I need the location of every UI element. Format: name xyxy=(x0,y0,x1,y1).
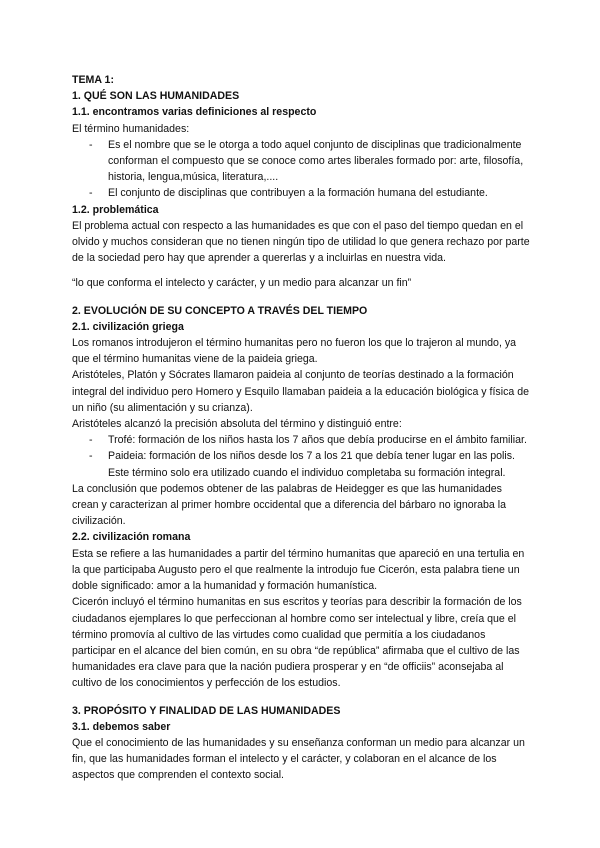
section-3-heading: 3. PROPÓSITO Y FINALIDAD DE LAS HUMANIDADES xyxy=(72,704,341,717)
list-item: - Paideia: formación de los niños desde los 7 a los 21 que debía tener lugar en las polis. Este término solo era utilizado cuando el individuo completaba su formación integral. xyxy=(72,448,530,480)
subsection-2-2-paragraph-2: Cicerón incluyó el término humanitas en sus escritos y teorías para describir la formación de los ciudadanos ejemplares lo que perfeccionan al hombre como ser intelectual y libre, creía que el término promovía al cultivo de las virtudes como cualidad que permitía a los ciudadanos participar en el alcance del bien común, en su obra “de república” afirmaba que el cultivo de las humanidades era clave para que la nación pudiera prosperar y en “de officiis” aconsejaba al cultivo de los conocimientos y perfección de los estudios. xyxy=(72,596,522,690)
subsection-1-2-paragraph: El problema actual con respecto a las humanidades es que con el paso del tiempo quedan en el olvido y muchos consideran que no tienen ningún tipo de utilidad lo que genera rechazo por parte de la sociedad pero hay que aprender a quererlas y a incluirlas en nuestra vida. xyxy=(72,219,530,265)
topic-title: TEMA 1: xyxy=(72,74,114,86)
distinctions-list xyxy=(72,432,530,481)
subsection-2-1-heading: 2.1. civilización griega xyxy=(72,320,184,333)
subsection-2-1-paragraph-4: La conclusión que podemos obtener de las palabras de Heidegger es que las humanidades crean y caracterizan al primer hombre occidental que a diferencia del bárbaro no ignoraba la civilización. xyxy=(72,482,507,528)
section-2-heading: 2. EVOLUCIÓN DE SU CONCEPTO A TRAVÉS DEL TIEMPO xyxy=(72,304,368,317)
subsection-1-2-heading: 1.2. problemática xyxy=(72,203,159,216)
subsection-3-1-paragraph: Que el conocimiento de las humanidades y su enseñanza conforman un medio para alcanzar un fin, que las humanidades forman el intelecto y el carácter, y colaboran en el alcance de los aspectos que comprenden el contexto social. xyxy=(72,736,525,782)
subsection-2-1-paragraph-2: Aristóteles, Platón y Sócrates llamaron paideia al conjunto de teorías destinado a la formación integral del individuo pero Homero y Esquilo llamaban paideia a la educación biológica y física de un niño (su alimentación y su crianza). xyxy=(72,369,529,414)
definitions-list xyxy=(72,137,530,202)
subsection-2-2-paragraph-1: Esta se refiere a las humanidades a partir del término humanitas que apareció en una tertulia en la que participaba Augusto pero el que realmente la introdujo fue Cicerón, esta palabra tiene un doble significado: amor a la humanidad y formación humanística. xyxy=(72,547,525,593)
list-item: - Trofé: formación de los niños hasta los 7 años que debía producirse en el ámbito familiar. xyxy=(72,432,530,448)
list-item: - El conjunto de disciplinas que contribuyen a la formación humana del estudiante. xyxy=(72,185,530,201)
document-content xyxy=(72,72,530,784)
subsection-2-2-heading: 2.2. civilización romana xyxy=(72,531,191,544)
subsection-2-1-paragraph-3: Aristóteles alcanzó la precisión absoluta del término y distinguió entre: xyxy=(72,418,402,431)
subsection-1-1-heading: 1.1. encontramos varias definiciones al respecto xyxy=(72,106,317,119)
subsection-1-1-intro: El término humanidades: xyxy=(72,122,190,135)
section-1-heading: 1. QUÉ SON LAS HUMANIDADES xyxy=(72,90,240,103)
subsection-3-1-heading: 3.1. debemos saber xyxy=(72,720,171,733)
quote: “lo que conforma el intelecto y carácter, y un medio para alcanzar un fin” xyxy=(72,277,412,290)
list-item: - Es el nombre que se le otorga a todo aquel conjunto de disciplinas que tradicionalmente conforman el compuesto que se conoce como artes liberales formado por: arte, filosofía, historia, lengua,música, literatura,.... xyxy=(72,137,530,186)
subsection-2-1-paragraph-1: Los romanos introdujeron el término humanitas pero no fueron los que lo trajeron al mundo, ya que el término humanitas viene de la paideia griega. xyxy=(72,337,517,366)
